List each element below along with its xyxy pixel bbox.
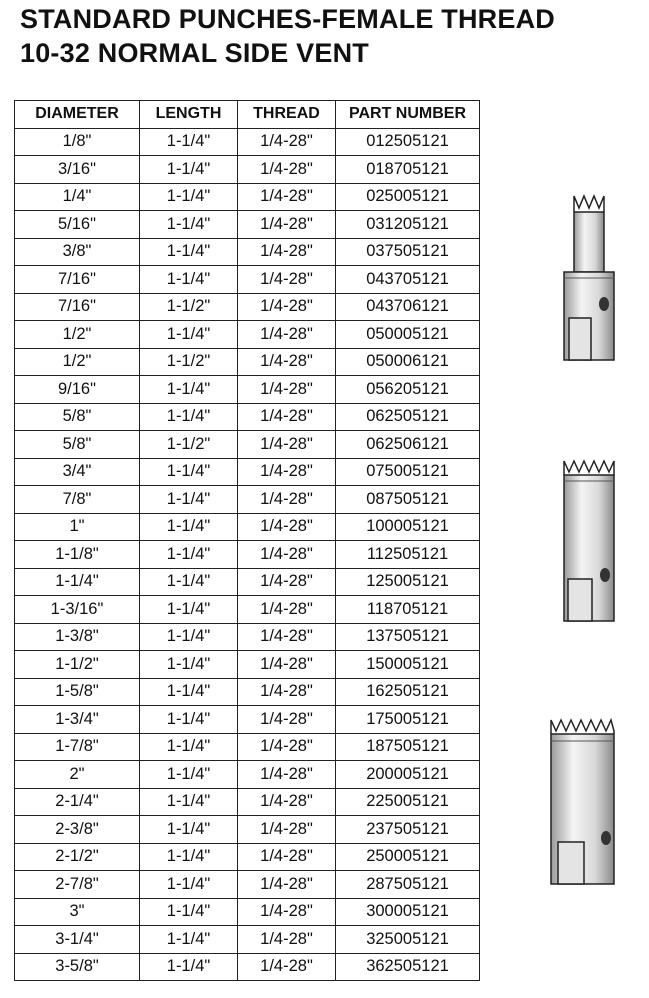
table-row [15, 293, 480, 321]
cell-length: 1-1/4" [140, 623, 238, 651]
page-title [20, 2, 555, 70]
table-row [15, 513, 480, 541]
cell-part-number: 362505121 [336, 953, 480, 981]
cell-thread: 1/4-28" [238, 926, 336, 954]
cell-length: 1-1/2" [140, 293, 238, 321]
punch-medium-icon [556, 455, 620, 625]
cell-thread: 1/4-28" [238, 321, 336, 349]
cell-length: 1-1/4" [140, 403, 238, 431]
cell-diameter: 1-1/8" [15, 541, 140, 569]
cell-length: 1-1/4" [140, 128, 238, 156]
cell-thread: 1/4-28" [238, 266, 336, 294]
header-length: LENGTH [140, 101, 238, 129]
table-row [15, 486, 480, 514]
cell-diameter: 1/2" [15, 348, 140, 376]
cell-thread: 1/4-28" [238, 431, 336, 459]
table-row [15, 678, 480, 706]
cell-part-number: 043706121 [336, 293, 480, 321]
cell-thread: 1/4-28" [238, 211, 336, 239]
cell-length: 1-1/4" [140, 926, 238, 954]
cell-part-number: 050006121 [336, 348, 480, 376]
cell-length: 1-1/2" [140, 348, 238, 376]
cell-diameter: 1-5/8" [15, 678, 140, 706]
table-row [15, 953, 480, 981]
cell-diameter: 3/16" [15, 156, 140, 184]
cell-thread: 1/4-28" [238, 513, 336, 541]
cell-thread: 1/4-28" [238, 651, 336, 679]
cell-part-number: 056205121 [336, 376, 480, 404]
cell-length: 1-1/4" [140, 238, 238, 266]
cell-length: 1-1/4" [140, 871, 238, 899]
cell-thread: 1/4-28" [238, 403, 336, 431]
cell-diameter: 1-1/4" [15, 568, 140, 596]
cell-length: 1-1/4" [140, 678, 238, 706]
cell-part-number: 162505121 [336, 678, 480, 706]
cell-diameter: 9/16" [15, 376, 140, 404]
cell-diameter: 1/4" [15, 183, 140, 211]
table-row [15, 761, 480, 789]
cell-length: 1-1/4" [140, 733, 238, 761]
cell-part-number: 025005121 [336, 183, 480, 211]
table-row [15, 926, 480, 954]
table-row [15, 568, 480, 596]
cell-diameter: 3/4" [15, 458, 140, 486]
punch-large-icon [546, 714, 620, 886]
cell-thread: 1/4-28" [238, 293, 336, 321]
cell-length: 1-1/4" [140, 486, 238, 514]
cell-thread: 1/4-28" [238, 458, 336, 486]
title-line-1: STANDARD PUNCHES-FEMALE THREAD [20, 4, 555, 34]
cell-length: 1-1/4" [140, 843, 238, 871]
punch-spec-table [14, 100, 480, 981]
table-row [15, 871, 480, 899]
table-row [15, 183, 480, 211]
table-row [15, 733, 480, 761]
punch-small-icon [560, 190, 620, 362]
table-header-row [15, 101, 480, 129]
cell-part-number: 031205121 [336, 211, 480, 239]
cell-thread: 1/4-28" [238, 128, 336, 156]
cell-part-number: 300005121 [336, 898, 480, 926]
cell-thread: 1/4-28" [238, 486, 336, 514]
cell-diameter: 7/16" [15, 293, 140, 321]
cell-thread: 1/4-28" [238, 706, 336, 734]
cell-thread: 1/4-28" [238, 871, 336, 899]
cell-length: 1-1/4" [140, 568, 238, 596]
cell-diameter: 1-3/16" [15, 596, 140, 624]
cell-length: 1-1/4" [140, 816, 238, 844]
cell-part-number: 062505121 [336, 403, 480, 431]
cell-thread: 1/4-28" [238, 843, 336, 871]
table-row [15, 623, 480, 651]
cell-diameter: 1-3/4" [15, 706, 140, 734]
cell-length: 1-1/4" [140, 211, 238, 239]
cell-part-number: 237505121 [336, 816, 480, 844]
table-row [15, 843, 480, 871]
cell-diameter: 2-3/8" [15, 816, 140, 844]
table-row [15, 898, 480, 926]
table-row [15, 651, 480, 679]
cell-length: 1-1/4" [140, 513, 238, 541]
cell-thread: 1/4-28" [238, 348, 336, 376]
cell-length: 1-1/4" [140, 541, 238, 569]
cell-diameter: 2-1/4" [15, 788, 140, 816]
cell-thread: 1/4-28" [238, 156, 336, 184]
cell-diameter: 1/8" [15, 128, 140, 156]
header-thread: THREAD [238, 101, 336, 129]
cell-thread: 1/4-28" [238, 953, 336, 981]
cell-diameter: 3/8" [15, 238, 140, 266]
cell-part-number: 125005121 [336, 568, 480, 596]
cell-thread: 1/4-28" [238, 816, 336, 844]
cell-thread: 1/4-28" [238, 376, 336, 404]
cell-length: 1-1/4" [140, 596, 238, 624]
cell-diameter: 1-3/8" [15, 623, 140, 651]
cell-length: 1-1/4" [140, 898, 238, 926]
cell-part-number: 100005121 [336, 513, 480, 541]
cell-part-number: 037505121 [336, 238, 480, 266]
cell-diameter: 2-1/2" [15, 843, 140, 871]
cell-thread: 1/4-28" [238, 568, 336, 596]
cell-diameter: 3-5/8" [15, 953, 140, 981]
cell-part-number: 150005121 [336, 651, 480, 679]
cell-part-number: 112505121 [336, 541, 480, 569]
cell-length: 1-1/4" [140, 458, 238, 486]
table-row [15, 596, 480, 624]
table-row [15, 788, 480, 816]
cell-diameter: 5/8" [15, 431, 140, 459]
cell-length: 1-1/4" [140, 706, 238, 734]
cell-length: 1-1/4" [140, 761, 238, 789]
table-row [15, 321, 480, 349]
cell-part-number: 018705121 [336, 156, 480, 184]
header-part-number: PART NUMBER [336, 101, 480, 129]
cell-length: 1-1/4" [140, 788, 238, 816]
cell-part-number: 200005121 [336, 761, 480, 789]
cell-thread: 1/4-28" [238, 183, 336, 211]
cell-thread: 1/4-28" [238, 761, 336, 789]
cell-part-number: 087505121 [336, 486, 480, 514]
cell-part-number: 118705121 [336, 596, 480, 624]
cell-part-number: 225005121 [336, 788, 480, 816]
table-row [15, 211, 480, 239]
cell-thread: 1/4-28" [238, 238, 336, 266]
cell-length: 1-1/4" [140, 156, 238, 184]
cell-diameter: 3-1/4" [15, 926, 140, 954]
title-line-2: 10-32 NORMAL SIDE VENT [20, 38, 369, 68]
table-row [15, 541, 480, 569]
cell-part-number: 050005121 [336, 321, 480, 349]
cell-part-number: 287505121 [336, 871, 480, 899]
cell-length: 1-1/4" [140, 376, 238, 404]
cell-diameter: 1" [15, 513, 140, 541]
cell-diameter: 2" [15, 761, 140, 789]
cell-thread: 1/4-28" [238, 733, 336, 761]
cell-diameter: 5/16" [15, 211, 140, 239]
table-row [15, 156, 480, 184]
table-row [15, 238, 480, 266]
cell-length: 1-1/2" [140, 431, 238, 459]
cell-part-number: 250005121 [336, 843, 480, 871]
cell-diameter: 1-1/2" [15, 651, 140, 679]
table-row [15, 266, 480, 294]
table-row [15, 706, 480, 734]
cell-diameter: 1-7/8" [15, 733, 140, 761]
table-row [15, 431, 480, 459]
cell-diameter: 7/8" [15, 486, 140, 514]
cell-diameter: 1/2" [15, 321, 140, 349]
cell-part-number: 012505121 [336, 128, 480, 156]
cell-thread: 1/4-28" [238, 788, 336, 816]
table-body [15, 128, 480, 981]
cell-diameter: 5/8" [15, 403, 140, 431]
header-diameter: DIAMETER [15, 101, 140, 129]
table-row [15, 376, 480, 404]
cell-part-number: 137505121 [336, 623, 480, 651]
cell-thread: 1/4-28" [238, 596, 336, 624]
cell-length: 1-1/4" [140, 266, 238, 294]
cell-thread: 1/4-28" [238, 678, 336, 706]
table-row [15, 128, 480, 156]
cell-part-number: 187505121 [336, 733, 480, 761]
cell-diameter: 2-7/8" [15, 871, 140, 899]
cell-part-number: 075005121 [336, 458, 480, 486]
cell-length: 1-1/4" [140, 321, 238, 349]
cell-part-number: 062506121 [336, 431, 480, 459]
cell-thread: 1/4-28" [238, 898, 336, 926]
cell-part-number: 325005121 [336, 926, 480, 954]
table-row [15, 458, 480, 486]
cell-diameter: 3" [15, 898, 140, 926]
table-row [15, 403, 480, 431]
cell-length: 1-1/4" [140, 183, 238, 211]
cell-part-number: 043705121 [336, 266, 480, 294]
cell-thread: 1/4-28" [238, 623, 336, 651]
cell-length: 1-1/4" [140, 651, 238, 679]
cell-part-number: 175005121 [336, 706, 480, 734]
cell-length: 1-1/4" [140, 953, 238, 981]
table-row [15, 816, 480, 844]
cell-diameter: 7/16" [15, 266, 140, 294]
cell-thread: 1/4-28" [238, 541, 336, 569]
table-row [15, 348, 480, 376]
